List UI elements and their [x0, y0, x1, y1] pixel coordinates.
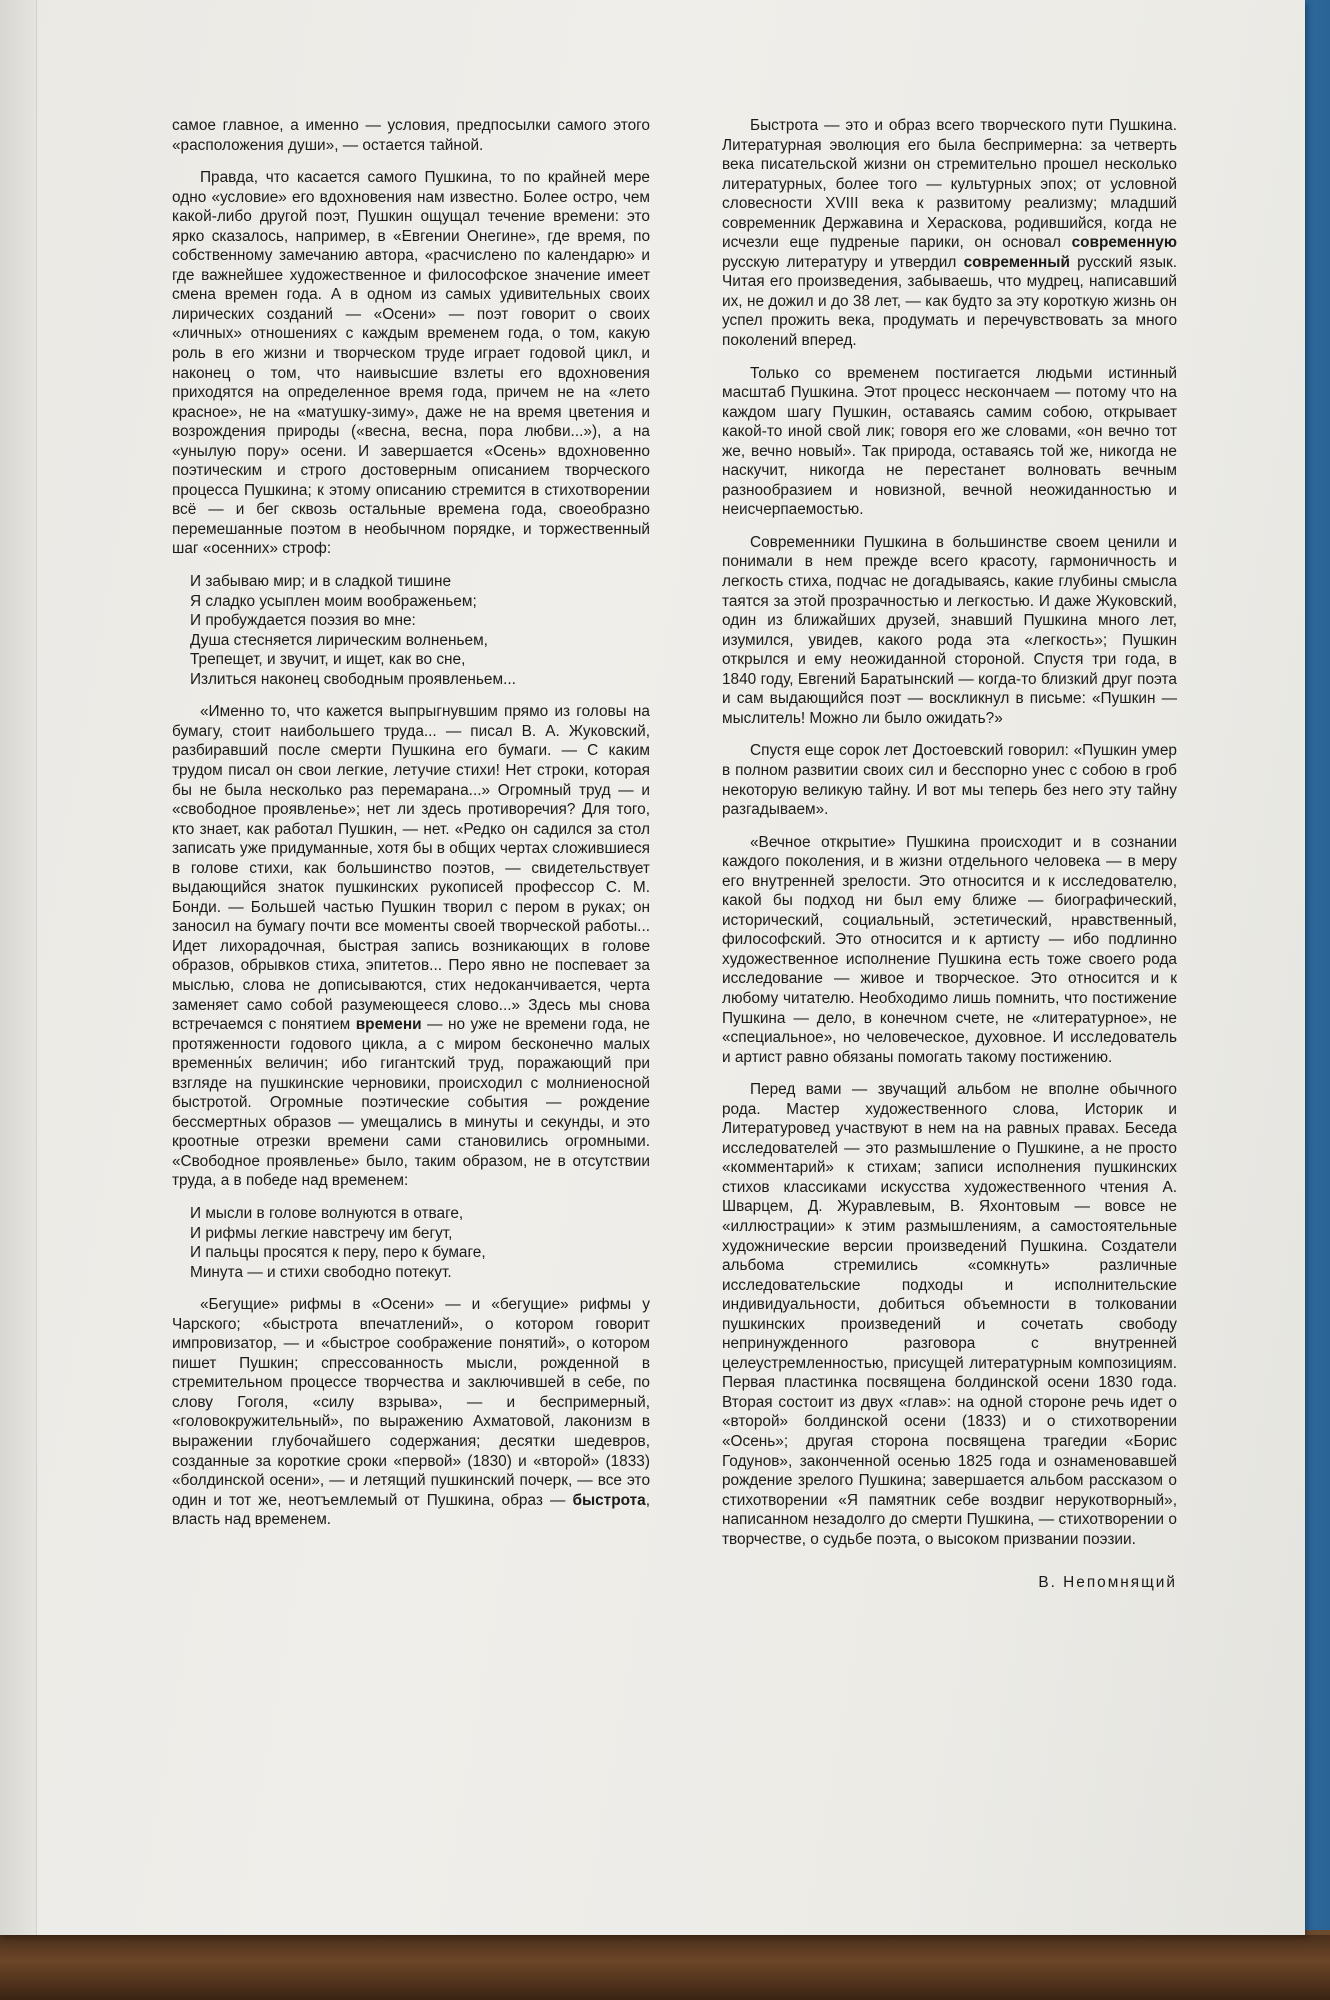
paragraph: Современники Пушкина в большинстве своем ценили и понимали в нем прежде всего красоту, гармоничность и легкость стиха, подчас не догадываясь, какие глубины смысла таятся за этой прозрачностью и легкостью. И даже Жуковский, один из ближайших друзей, знавший Пушкина много лет, изумился, увидев, какого рода эта «легкость»; Пушкин открылся и ему неожиданной стороной. Спустя три года, в 1840 году, Евгений Баратынский — когда-то близкий друг поэта и сам выдающийся поэт — воскликнул в письме: «Пушкин — мыслитель! Можно ли было ожидать?» — [722, 533, 1177, 727]
right-column — [722, 116, 1177, 1593]
paragraph: «Вечное открытие» Пушкина происходит и в сознании каждого поколения, и в жизни отдельного человека — в меру его внутренней зрелости. Это относится и к исследователю, какой бы подход ни был ему ближе — биографический, исторический, социальный, эстетический, нравственный, философский. Это относится и к артисту — ибо подлинно художественное исполнение Пушкина есть тоже своего рода исследование — живое и творческое. Это относится и к любому читателю. Необходимо лишь помнить, что постижение Пушкина — дело, в конечном счете, не «литературное», не «специальное», но человеческое, духовное. И исследователь и артист равно обязаны помогать такому постижению. — [722, 833, 1177, 1066]
author-signature: В. Непомнящий — [1038, 1574, 1177, 1592]
paragraph: самое главное, а именно — условия, предпосылки самого этого «расположения души», — остается тайной. — [172, 117, 650, 154]
page-binding-edge — [0, 0, 37, 1935]
paragraph: «Бегущие» рифмы в «Осени» — и «бегущие» рифмы у Чарского; «быстрота впечатлений», о котором говорит импровизатор, — и «быстрое соображение понятий», о котором пишет Пушкин; спрессованность мысли, рожденной в стремительном процессе творчества и заключившей в себе, по слову Гоголя, «силу взрыва», — и беспримерный, «головокружительный», по выражению Ахматовой, лаконизм в выражении глубочайшего содержания; десятки шедевров, созданные за короткие сроки «первой» (1830) и «второй» (1833) «болдинской осени», — и летящий пушкинский почерк, — все это один и тот же, неотъемлемый от Пушкина, образ — быстрота, власть над временем. — [172, 1296, 651, 1529]
paragraph: «Именно то, что кажется выпрыгнувшим прямо из головы на бумагу, стоит наибольшего труда... — писал В. А. Жуковский, разбиравший после смерти Пушкина его бумаги. — С каким трудом писал он свои легкие, летучие стихи! Нет строки, которая бы не была несколько раз перемарана...» Огромный труд — и «свободное проявленье»; нет ли здесь противоречия? Для того, кто знает, как работал Пушкин, — нет. «Редко он садился за стол записать уже придуманные, хотя бы в общих чертах сложившиеся в голове стихи, как большинство поэтов, — свидетельствует выдающийся знаток пушкинских рукописей профессор С. М. Бонди. — Большей частью Пушкин творил с пером в руках; он заносил на бумагу почти все моменты своей творческой работы... Идет лихорадочная, быстрая запись возникающих в голове образов, обрывков стиха, эпитетов... Перо явно не поспевает за мыслью, слова не дописываются, стих недоканчивается, черта заменяет само собой разумеющееся слово...» Здесь мы снова встречаемся с понятием времени — но уже не времени года, не протяженности годового цикла, а с миром бесконечно малых временны́х величин; ибо гигантский труд, поражающий при взгляде на пушкинские черновики, происходил с молниеносной быстротой. Огромные поэтические события — рождение бессмертных образов — умещались в минуты и секунды, и это кроотные отрезки времени сами становились огромными. «Свободное проявленье» было, таким образом, не в отсутствии труда, а в победе над временем: — [172, 703, 650, 1190]
verse-quote: И мысли в голове волнуются в отваге, И рифмы легкие навстречу им бегут, И пальцы просятся к перу, перо к бумаге, Минута — и стихи свободно потекут. — [190, 1204, 486, 1281]
wooden-table — [0, 1935, 1330, 2000]
bold-word: современную — [1071, 234, 1177, 252]
bold-word: современный — [963, 253, 1070, 271]
paragraph: Быстрота — это и образ всего творческого пути Пушкина. Литературная эволюция его была беспримерна: за четверть века писательской жизни он стремительно прошел несколько литературных, более того — культурных эпох; от условной словесности XVIII века к развитому реализму; младший современник Державина и Хераскова, родившийся, когда не исчезли еще пудреные парики, он основал современную русскую литературу и утвердил современный русский язык. Читая его произведения, забываешь, что мудрец, написавший их, не дожил и до 38 лет, — как будто за эту короткую жизнь он успел прожить века, продумать и перечувствовать за много поколений вперед. — [722, 117, 1178, 350]
left-column — [172, 116, 650, 1543]
bold-word: времени — [355, 1016, 422, 1034]
bold-word: быстрота — [572, 1491, 646, 1509]
paragraph: Только со временем постигается людьми истинный масштаб Пушкина. Этот процесс нескончаем — потому что на каждом шагу Пушкин, оставаясь самим собою, открывает какой-то иной свой лик; говоря его же словами, «он вечно тот же, вечно новый». Так природа, оставаясь той же, никогда не наскучит, никогда не перестанет волновать вечным разнообразием и новизной, вечной неожиданностью и неисчерпаемостью. — [722, 364, 1177, 519]
paragraph: Правда, что касается самого Пушкина, то по крайней мере одно «условие» его вдохновения нам известно. Более остро, чем какой-либо другой поэт, Пушкин ощущал течение времени: это ярко сказалось, например, в «Евгении Онегине», где время, по собственному замечанию автора, «расчислено по календарю» и где важнейшее художественное и философское значение имеет смена времен года. А в одном из самых удивительных своих лирических созданий — «Осени» — поэт говорит о своих «личных» отношениях с каждым временем года, о том, какую роль в его жизни и творческом труде играет годовой цикл, и наконец о том, что наивысшие взлеты его вдохновения приходятся на определенное время года, причем не на «лето красное», не на «матушку-зиму», даже не на время цветения и возрождения природы («весна, весна, пора любви...»), а на «унылую пору» осени. И завершается «Осень» вдохновенно поэтическим и строго достоверным описанием творческого процесса Пушкина; к этому описанию стремится в стихотворении всё — и бег сквозь остальные времена года, своеобразно перемешанные поэтом в необычном порядке, и торжественный шаг «осенних» строф: — [172, 169, 650, 558]
paragraph: Спустя еще сорок лет Достоевский говорил: «Пушкин умер в полном развитии своих сил и бесспорно унес с собою в гроб некоторую великую тайну. И вот мы теперь без него эту тайну разгадываем». — [722, 742, 1177, 819]
paragraph: Перед вами — звучащий альбом не вполне обычного рода. Мастер художественного слова, Историк и Литературовед участвуют в нем на на равных правах. Беседа исследователей — это размышление о Пушкине, а не просто «комментарий» к стихам; записи исполнения пушкинских стихов классиками искусства художественного чтения А. Шварцем, Д. Журавлевым, В. Яхонтовым — вовсе не «иллюстрации» к этим размышлениям, а самостоятельные художнические версии произведений Пушкина. Создатели альбома стремились «сомкнуть» различные исследовательские подходы и исполнительские индивидуальности, добиться объемности в толковании пушкинских произведений и сочетать свободу непринужденного разговора с внутренней целеустремленностью, присущей литературным композициям. Первая пластинка посвящена болдинской осени 1830 года. Вторая состоит из двух «глав»: на одной стороне речь идет о «второй» болдинской осени (1833) и о стихотворении «Осень»; другая сторона посвящена трагедии «Борис Годунов», законченной осенью 1825 года и ознаменовавшей рождение зрелого Пушкина; завершается альбом рассказом о стихотворении «Я памятник себе воздвиг нерукотворный», написанном незадолго до смерти Пушкина, — стихотворении о творчестве, о судьбе поэта, о высоком призвании поэзии. — [722, 1081, 1177, 1548]
verse-quote: И забываю мир; и в сладкой тишине Я сладко усыплен моим воображеньем; И пробуждается поэзия во мне: Душа стесняется лирическим волненьем, Трепещет, и звучит, и ищет, как во сне, Излиться наконец свободным проявленьем... — [190, 573, 516, 688]
